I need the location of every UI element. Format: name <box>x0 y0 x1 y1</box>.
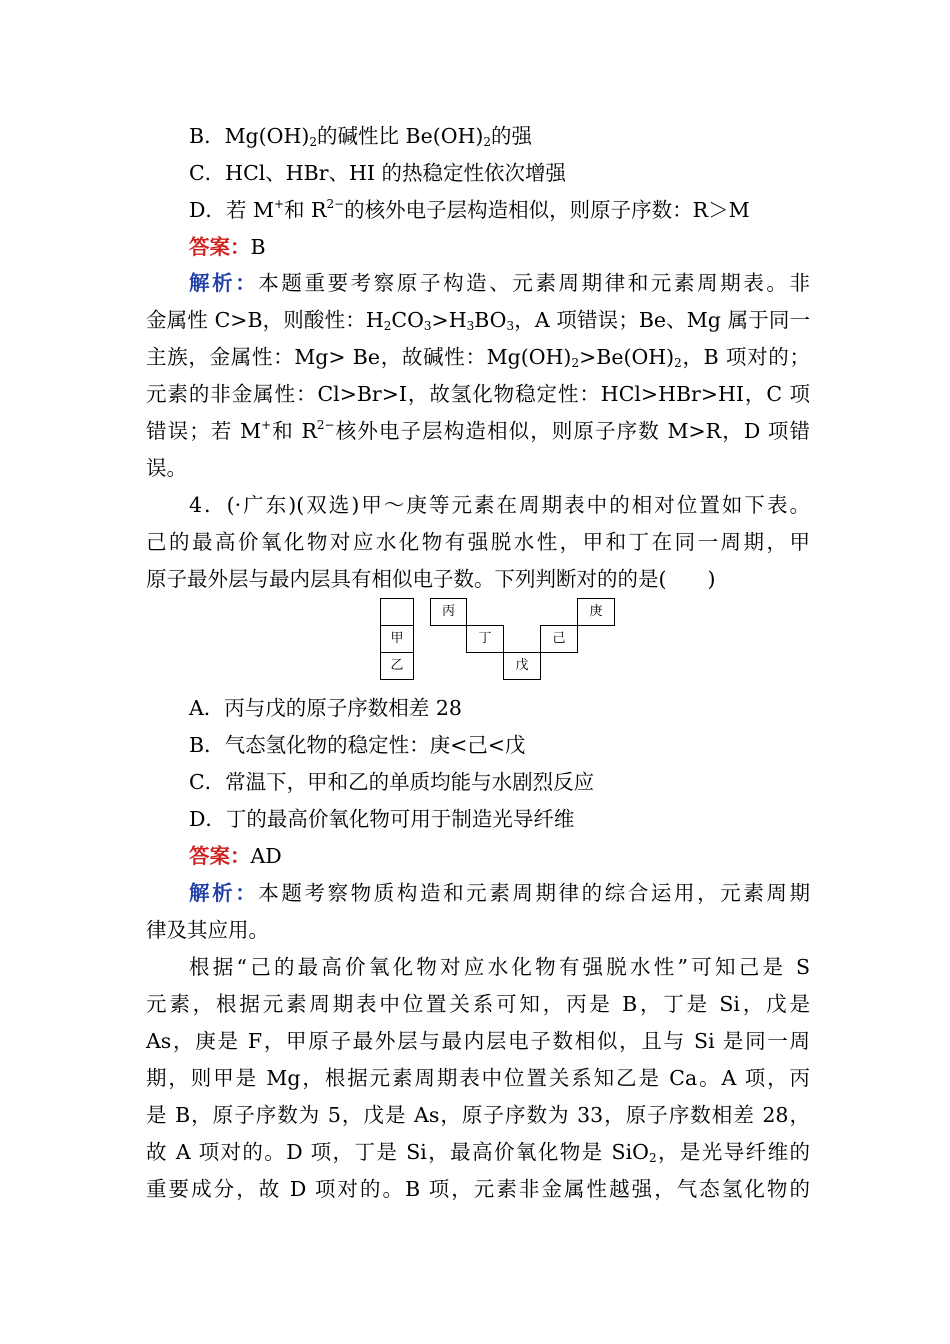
answer-label: 答案： <box>189 844 251 868</box>
table-cell-wu: 戊 <box>503 652 541 680</box>
table-cell-geng: 庚 <box>577 598 615 626</box>
table-cell-jia: 甲 <box>380 625 414 653</box>
table-cell-bing: 丙 <box>430 598 467 626</box>
option-c: C．HCl、HBr、HI 的热稳定性依次增强 <box>189 161 567 185</box>
explanation-1-line-2: 金属性 C>B，则酸性：$H_2CO_3>H_3BO_3$，A 项错误；Be、Mg 属于同一 <box>146 308 810 333</box>
table-cell-ji: 己 <box>540 625 578 653</box>
paragraph-line-4: 期，则甲是 Mg，根据元素周期表中位置关系知乙是 Ca。A 项，丙 <box>146 1066 810 1090</box>
explanation-2-line-2: 律及其应用。 <box>146 918 269 942</box>
question-4-line-2: 己的最高价氧化物对应水化物有强脱水性，甲和丁在同一周期，甲 <box>146 530 810 554</box>
paragraph-line-3: As，庚是 F，甲原子最外层与最内层电子数相似，且与 Si 是同一周 <box>146 1029 810 1053</box>
table-cell-yi: 乙 <box>380 652 414 680</box>
paragraph-line-6: 故 A 项对的。D 项，丁是 Si，最高价氧化物是 SiO$_2$，是光导纤维的 <box>146 1140 811 1165</box>
question-4-line-1: 4．(·广东)(双选)甲～庚等元素在周期表中的相对位置如下表。 <box>189 493 810 517</box>
explanation-1-line-6: 误。 <box>146 456 187 480</box>
explanation-2-line-1: 解析：本题考察物质构造和元素周期律的综合运用，元素周期 <box>189 881 811 905</box>
question-4-option-d: D．丁的最高价氧化物可用于制造光导纤维 <box>189 807 575 831</box>
question-4-line-3: 原子最外层与最内层具有相似电子数。下列判断对的的是( ) <box>146 567 716 591</box>
question-4-option-b: B．气态氢化物的稳定性：庚<己<戊 <box>189 733 526 757</box>
paragraph-line-1: 根据“己的最高价氧化物对应水化物有强脱水性”可知己是 S <box>189 955 810 979</box>
explanation-1-line-5: 错误；若 M+和 $R^{2-}$核外电子层构造相似，则原子序数 M>R，D 项错 <box>146 418 810 443</box>
question-4-option-a: A．丙与戊的原子序数相差 28 <box>189 696 462 720</box>
option-b: B．$Mg(OH)_2$的碱性比 $Be(OH)_2$的强 <box>189 124 533 149</box>
paragraph-line-5: 是 B，原子序数为 5，戊是 As，原子序数为 33，原子序数相差 28， <box>146 1103 810 1127</box>
explanation-1-line-1: 解析：本题重要考察原子构造、元素周期律和元素周期表。非 <box>189 271 811 295</box>
paragraph-line-2: 元素，根据元素周期表中位置关系可知，丙是 B，丁是 Si，戊是 <box>146 992 810 1016</box>
explanation-label: 解析： <box>189 271 259 295</box>
option-d: D．若 M+和 $R^{2-}$的核外电子层构造相似，则原子序数：R＞M <box>189 197 750 222</box>
question-4-option-c: C．常温下，甲和乙的单质均能与水剧烈反应 <box>189 770 595 794</box>
paragraph-line-7: 重要成分，故 D 项对的。B 项，元素非金属性越强，气态氢化物的 <box>146 1177 810 1201</box>
table-cell-ding: 丁 <box>466 625 504 653</box>
explanation-label: 解析： <box>189 881 259 905</box>
explanation-1-line-4: 元素的非金属性：Cl>Br>I，故氢化物稳定性：HCl>HBr>HI，C 项 <box>146 382 810 406</box>
explanation-1-line-3: 主族，金属性：Mg> Be，故碱性：$Mg(OH)_2>Be(OH)_2$，B 项对的； <box>146 345 810 370</box>
table-cell-empty <box>380 598 414 626</box>
answer-1: 答案：B <box>189 235 266 259</box>
answer-label: 答案： <box>189 235 251 259</box>
answer-2: 答案：AD <box>189 844 282 868</box>
